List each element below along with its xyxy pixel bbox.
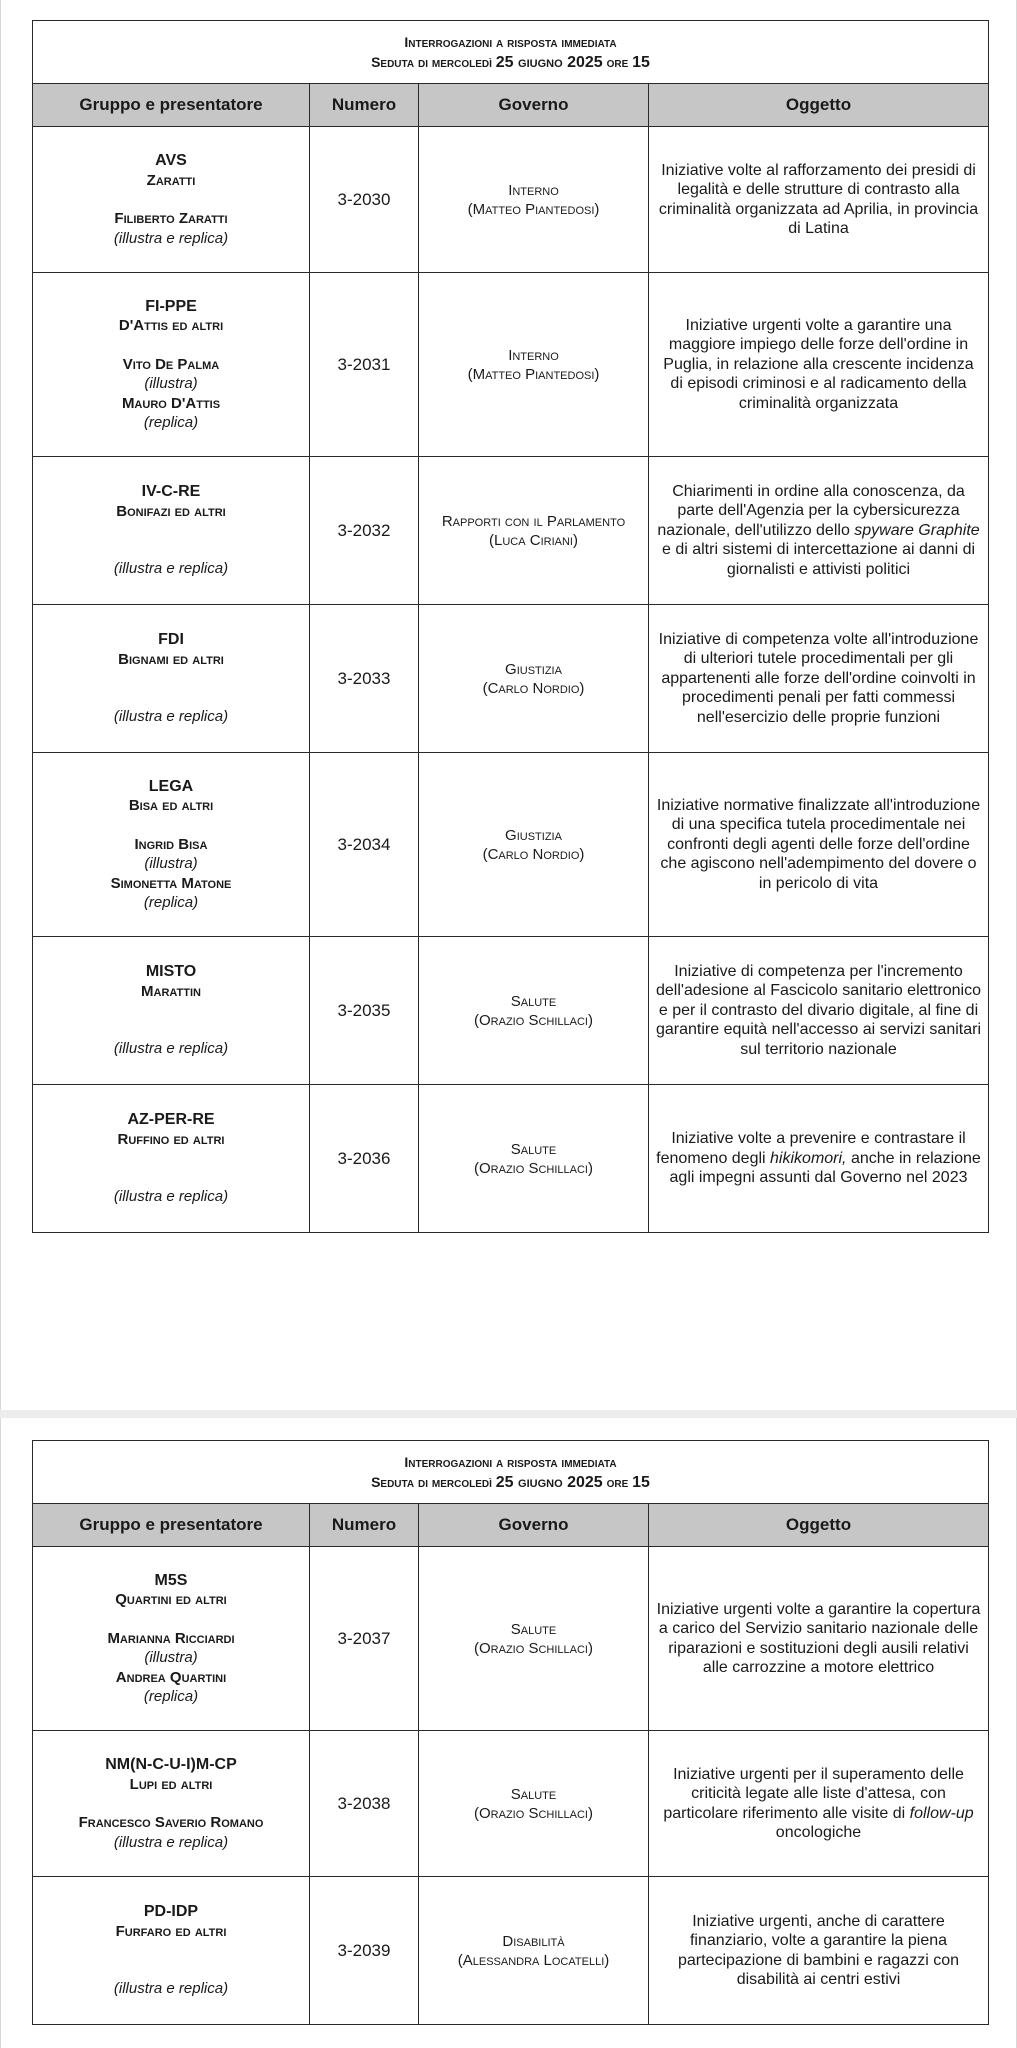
group-presenter-cell — [33, 273, 310, 457]
spacer — [39, 1941, 303, 1960]
government-cell — [419, 1547, 649, 1731]
presenter-name: Simonetta Matone — [110, 874, 232, 892]
presenter-role: (replica) — [143, 894, 199, 911]
subject-text: e di altri sistemi di intercettazione ai danni di giornalisti e attivisti politici — [661, 541, 976, 578]
subject-cell — [649, 1877, 989, 2025]
group-proponents: Zaratti — [146, 171, 196, 189]
title-session: Seduta di mercoledì — [371, 1473, 492, 1490]
spacer — [39, 1168, 303, 1187]
group-name: M5S — [154, 1571, 188, 1589]
government-cell — [419, 457, 649, 605]
group-proponents: Bisa ed altri — [128, 797, 214, 814]
subject-text: Iniziative di competenza volte all'introduzione di ulteriori tutele procedimentali per gli appartenenti alle forze dell'ordine coinvolti in procedimenti penali per fatti commessi nell'esercizio delle proprie funzioni — [658, 630, 979, 726]
table-title-row — [33, 1441, 989, 1504]
title-hour: 15 — [632, 1473, 650, 1491]
question-number: 3-2038 — [310, 1731, 419, 1877]
presenter-role: (replica) — [143, 414, 199, 431]
minister: (Matteo Piantedosi) — [467, 365, 600, 383]
spacer — [39, 1001, 303, 1020]
subject-text: oncologiche — [775, 1824, 862, 1841]
question-number: 3-2032 — [310, 457, 419, 605]
group-name: FI-PPE — [145, 297, 197, 315]
title-line-1: Interrogazioni a risposta immediata — [404, 33, 617, 50]
group-proponents: Marattin — [141, 982, 201, 1000]
presenter-name: Filiberto Zaratti — [114, 210, 228, 227]
table-row — [33, 457, 989, 605]
subject-cell — [649, 937, 989, 1085]
ministry: Interno — [508, 346, 559, 364]
presenter-role: (illustra e replica) — [113, 229, 229, 247]
ministry: Interno — [508, 181, 559, 199]
subject-cell — [649, 753, 989, 937]
presenter-role: (illustra) — [144, 1649, 198, 1666]
subject-cell — [649, 1547, 989, 1731]
spacer — [39, 816, 303, 835]
table-row — [33, 937, 989, 1085]
minister: (Luca Ciriani) — [489, 531, 578, 549]
government-cell — [419, 1085, 649, 1233]
group-name: MISTO — [145, 963, 197, 981]
group-presenter-cell — [33, 937, 310, 1085]
ministry: Rapporti con il Parlamento — [441, 512, 626, 530]
group-presenter-cell — [33, 1731, 310, 1877]
subject-cell — [649, 605, 989, 753]
spacer — [39, 1960, 303, 1979]
group-name: NM(N-C-U-I)M-CP — [105, 1756, 237, 1773]
table-row — [33, 127, 989, 273]
table-title-row — [33, 21, 989, 84]
subject-text: Iniziative normative finalizzate all'introduzione di una specifica tutela procedimentale nei confronti degli agenti delle forze dell'ordine che agiscono nell'adempimento del dovere o in pericolo di vita — [656, 796, 981, 892]
spacer — [39, 190, 303, 209]
table-title — [33, 21, 989, 84]
subject-text: anche in relazione agli impegni assunti dal Governo nel 2023 — [669, 1149, 981, 1187]
subject-text: Iniziative di competenza per l'incremento dell'adesione al Fascicolo sanitario elettronico e per il contrasto del divario digitale, al fine di garantire equità nell'accesso ai servizi sanitari sul territorio nazionale — [655, 962, 981, 1058]
title-date: 25 giugno 2025 — [495, 53, 603, 71]
header-number: Numero — [310, 84, 419, 127]
group-name: AVS — [155, 152, 187, 169]
subject-text: Chiarimenti in ordine alla conoscenza, da parte dell'Agenzia per la cybersicurezza nazionale, dell'utilizzo dello — [657, 482, 965, 539]
question-number: 3-2034 — [310, 753, 419, 937]
government-cell — [419, 273, 649, 457]
government-cell — [419, 605, 649, 753]
group-proponents: Bonifazi ed altri — [116, 502, 226, 520]
table-row — [33, 1877, 989, 2025]
presenter-name: Francesco Saverio Romano — [78, 1814, 264, 1831]
ministry: Giustizia — [505, 826, 562, 844]
spacer — [39, 521, 303, 540]
group-presenter-cell — [33, 127, 310, 273]
ministry: Salute — [510, 1785, 557, 1803]
group-name: PD-IDP — [143, 1903, 199, 1921]
presenter-role: (illustra) — [144, 375, 198, 392]
subject-text: Iniziative urgenti volte a garantire una maggiore impiego delle forze dell'ordine in Puglia, in relazione alla crescente incidenza di episodi criminosi e al radicamento della criminalità organizzata — [663, 316, 974, 412]
interrogations-table-1 — [32, 20, 989, 1233]
presenter-role: (illustra e replica) — [113, 1040, 229, 1058]
ministry: Giustizia — [505, 660, 562, 678]
minister: (Orazio Schillaci) — [474, 1639, 593, 1657]
header-group: Gruppo e presentatore — [33, 1504, 310, 1547]
title-line-2 — [39, 52, 982, 73]
minister: (Orazio Schillaci) — [474, 1804, 593, 1822]
minister: (Carlo Nordio) — [482, 679, 585, 697]
ministry: Salute — [510, 992, 557, 1010]
presenter-name: Andrea Quartini — [115, 1668, 227, 1686]
minister: (Orazio Schillaci) — [474, 1011, 593, 1029]
question-number: 3-2031 — [310, 273, 419, 457]
subject-text: follow-up — [909, 1804, 974, 1822]
presenter-name: Mauro D'Attis — [121, 394, 221, 412]
spacer — [39, 688, 303, 707]
ministry: Salute — [510, 1620, 557, 1638]
table-row — [33, 1547, 989, 1731]
subject-cell — [649, 1731, 989, 1877]
title-session: Seduta di mercoledì — [371, 53, 492, 70]
government-cell — [419, 127, 649, 273]
presenter-role: (illustra) — [144, 855, 198, 872]
spacer — [39, 1794, 303, 1813]
title-date: 25 giugno 2025 — [495, 1473, 603, 1491]
subject-cell — [649, 273, 989, 457]
government-cell — [419, 753, 649, 937]
question-number: 3-2036 — [310, 1085, 419, 1233]
header-row — [33, 84, 989, 127]
subject-text: Iniziative urgenti, anche di carattere finanziario, volte a garantire la piena partecipazione di bambini e ragazzi con disabilità ai centri estivi — [677, 1912, 960, 1988]
presenter-role: (illustra e replica) — [113, 1833, 229, 1851]
group-presenter-cell — [33, 753, 310, 937]
title-line-1: Interrogazioni a risposta immediata — [404, 1453, 617, 1470]
group-name: AZ-PER-RE — [127, 1111, 215, 1129]
spacer — [39, 1149, 303, 1168]
title-ore: ore — [606, 1473, 629, 1490]
table-row — [33, 273, 989, 457]
subject-text: Iniziative volte a prevenire e contrastare il fenomeno degli — [656, 1130, 966, 1167]
government-cell — [419, 1877, 649, 2025]
page-2 — [0, 1418, 1017, 2048]
table-row — [33, 1085, 989, 1233]
group-name: LEGA — [148, 777, 194, 795]
question-number: 3-2039 — [310, 1877, 419, 2025]
presenter-role: (illustra e replica) — [113, 1188, 229, 1206]
subject-text: spyware Graphite — [854, 521, 980, 539]
group-proponents: D'Attis ed altri — [118, 317, 224, 334]
table-row — [33, 753, 989, 937]
title-ore: ore — [606, 53, 629, 70]
minister: (Carlo Nordio) — [482, 845, 585, 863]
header-subject: Oggetto — [649, 1504, 989, 1547]
header-number: Numero — [310, 1504, 419, 1547]
group-proponents: Bignami ed altri — [118, 650, 224, 668]
ministry: Salute — [510, 1140, 557, 1158]
question-number: 3-2030 — [310, 127, 419, 273]
header-government: Governo — [419, 84, 649, 127]
presenter-name: Vito De Palma — [122, 355, 220, 373]
subject-cell — [649, 127, 989, 273]
spacer — [39, 1020, 303, 1039]
title-line-2 — [39, 1472, 982, 1493]
ministry: Disabilità — [502, 1932, 565, 1950]
subject-text: hikikomori, — [770, 1149, 847, 1167]
group-presenter-cell — [33, 457, 310, 605]
minister: (Orazio Schillaci) — [474, 1159, 593, 1177]
group-presenter-cell — [33, 1547, 310, 1731]
government-cell — [419, 937, 649, 1085]
presenter-name: Marianna Ricciardi — [107, 1629, 235, 1647]
group-proponents: Ruffino ed altri — [117, 1130, 225, 1148]
header-subject: Oggetto — [649, 84, 989, 127]
group-presenter-cell — [33, 1877, 310, 2025]
presenter-name: Ingrid Bisa — [134, 835, 208, 853]
header-group: Gruppo e presentatore — [33, 84, 310, 127]
government-cell — [419, 1731, 649, 1877]
presenter-role: (illustra e replica) — [113, 1980, 229, 1998]
group-name: IV-C-RE — [141, 483, 201, 501]
question-number: 3-2033 — [310, 605, 419, 753]
subject-text: Iniziative urgenti volte a garantire la copertura a carico del Servizio sanitario nazionale delle riparazioni e sostituzioni degli ausili relativi alle carrozzine a motore elettrico — [656, 1600, 981, 1676]
minister: (Matteo Piantedosi) — [467, 200, 600, 218]
group-presenter-cell — [33, 605, 310, 753]
subject-cell — [649, 457, 989, 605]
group-proponents: Quartini ed altri — [115, 1591, 227, 1608]
subject-cell — [649, 1085, 989, 1233]
minister: (Alessandra Locatelli) — [457, 1951, 610, 1969]
spacer — [39, 336, 303, 355]
presenter-role: (illustra e replica) — [113, 560, 229, 578]
group-proponents: Furfaro ed altri — [115, 1922, 227, 1940]
spacer — [39, 1610, 303, 1629]
presenter-role: (replica) — [143, 1688, 199, 1705]
subject-text: Iniziative urgenti per il superamento delle criticità legate alle liste d'attesa, con particolare riferimento alle visite di — [663, 1765, 964, 1822]
table-row — [33, 605, 989, 753]
question-number: 3-2037 — [310, 1547, 419, 1731]
spacer — [39, 669, 303, 688]
spacer — [39, 540, 303, 559]
group-name: FDI — [158, 631, 184, 649]
subject-text: Iniziative volte al rafforzamento dei presidi di legalità e delle strutture di contrasto alla criminalità organizzata ad Aprilia, in provincia di Latina — [658, 161, 979, 237]
title-hour: 15 — [632, 53, 650, 71]
question-number: 3-2035 — [310, 937, 419, 1085]
presenter-role: (illustra e replica) — [113, 708, 229, 726]
table-title — [33, 1441, 989, 1504]
table-row — [33, 1731, 989, 1877]
header-government: Governo — [419, 1504, 649, 1547]
group-presenter-cell — [33, 1085, 310, 1233]
header-row — [33, 1504, 989, 1547]
group-proponents: Lupi ed altri — [129, 1775, 213, 1793]
interrogations-table-2 — [32, 1440, 989, 2025]
